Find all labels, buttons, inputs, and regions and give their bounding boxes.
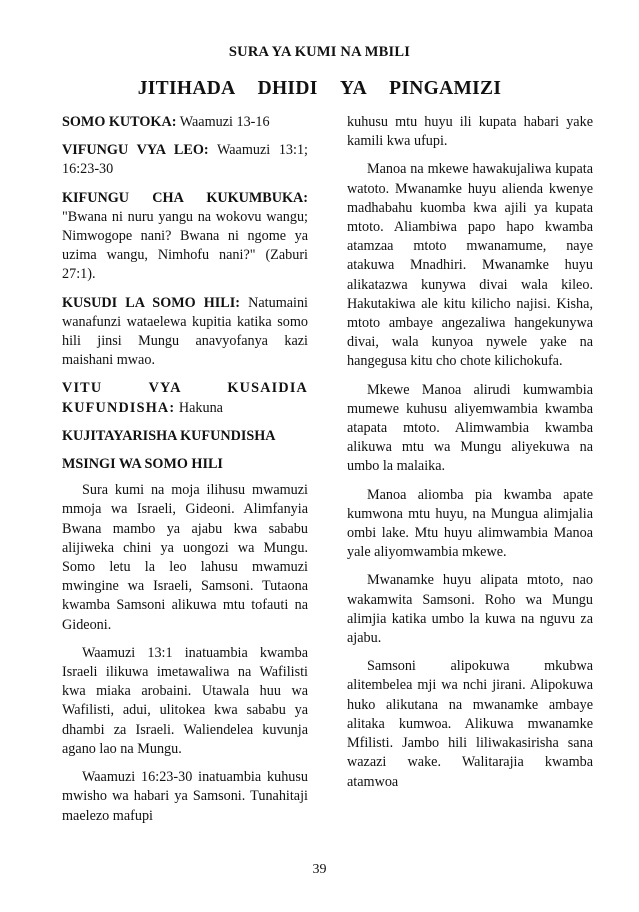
left-column: [62, 113, 308, 826]
memory-verse-text: "Bwana ni nuru yangu na wokovu wangu; Nimwogope nani? Bwana ni ngome ya uzima wangu, Nimhofu nani?" (Zaburi 27:1).: [62, 208, 308, 283]
materials-label: VITU VYA KUSAIDIA KUFUNDISHA:: [62, 380, 308, 416]
lesson-title: JITIHADA DHIDI YA PINGAMIZI: [137, 78, 502, 99]
right-column: [347, 113, 593, 792]
chapter-heading: SURA YA KUMI NA MBILI: [228, 44, 411, 60]
right-paragraph: Samsoni alipokuwa mkubwa alitembelea mji wa nchi jirani. Alipokuwa huko alikutana na mwanamke ambaye alitaka kumwoa. Alikuwa mwanamke Mfilisti. Jambo hili liliwakasirisha sana wazazi wake. Walitarajia kwamba atamwoa: [347, 658, 593, 790]
materials-value: Hakuna: [175, 399, 223, 416]
left-paragraph: Waamuzi 16:23-30 inatuambia kuhusu mwisho wa habari ya Samsoni. Tunahitaji maelezo mafupi: [62, 769, 308, 824]
right-paragraph: Manoa aliomba pia kwamba apate kumwona mtu huyu, na Mungua alimjalia ombi lake. Mtu huyu alimwambia Manoa yale aliyomwambia mkewe.: [347, 486, 593, 561]
verses-line: [62, 141, 308, 179]
right-paragraph: Manoa na mkewe hawakujaliwa kupata watoto. Mwanamke huyu alienda kwenye madhabahu kuomba kwa ajili ya kupata mtoto. Aliambiwa papo hapo kwamba atamzaa mtoto mwanamume, naye atakuwa Mnadhiri. Mwanamke huyu alikatazwa kunywa divai wala kileo. Hakutakiwa ale kitu kilicho najisi. Kisha, mtoto ambaye angezaliwa hangekunywa divai, wala kunyoa nywele yake na hangegusa kitu cho chote kilichokufa.: [347, 161, 593, 370]
right-paragraph: kuhusu mtu huyu ili kupata habari yake kamili kwa ufupi.: [347, 114, 593, 150]
purpose-label: KUSUDI LA SOMO HILI:: [62, 294, 241, 311]
purpose-text: Natumaini wanafunzi wataelewa kupitia katika somo hili jinsi Mungu anavyofanya kazi maishani mwao.: [62, 294, 308, 369]
right-paragraph: Mwanamke huyu alipata mtoto, nao wakamwita Samsoni. Roho wa Mungu alimjia katika umbo la kuwa na nguvu za ajabu.: [347, 572, 593, 647]
memory-verse-label: KIFUNGU CHA KUKUMBUKA:: [62, 189, 308, 206]
source-line: [62, 113, 308, 132]
memory-verse-block: [62, 189, 308, 285]
purpose-block: [62, 294, 308, 371]
source-label: SOMO KUTOKA:: [62, 114, 177, 130]
verses-value: Waamuzi 13:1; 16:23-30: [62, 142, 308, 178]
verses-label: VIFUNGU VYA LEO:: [62, 142, 209, 159]
foundation-heading: MSINGI WA SOMO HILI: [62, 456, 223, 473]
page-number: 39: [312, 862, 327, 877]
right-paragraph: Mkewe Manoa alirudi kumwambia mumewe kuhusu aliyemwambia kwamba atapata mtoto. Alimwambia kwamba alikuwa mtu wa Mungu aliyekuwa na umbo la malaika.: [347, 381, 593, 475]
source-value: Waamuzi 13-16: [176, 114, 270, 130]
materials-block: [62, 379, 308, 417]
left-paragraph: Waamuzi 13:1 inatuambia kwamba Israeli ilikuwa imetawaliwa na Wafilisti kwa miaka arobaini. Utawala huu wa Wafilisti, adui, ulitokea kwa sababu ya dhambi za Israeli. Waliendelea kuvunja agano lao na Mungu.: [62, 644, 308, 757]
left-paragraph: Sura kumi na moja ilihusu mwamuzi mmoja wa Israeli, Gideoni. Alimfanyia Bwana mambo ya ajabu kwa sababu alijiweka chini ya uongozi wa Mungu. Somo letu la leo lahusu mwamuzi mwingine wa Israeli, Samsoni. Tutaona kwamba Samsoni alikuwa mtu tofauti na Gideoni.: [62, 482, 308, 633]
preparation-heading: KUJITAYARISHA KUFUNDISHA: [62, 427, 276, 444]
